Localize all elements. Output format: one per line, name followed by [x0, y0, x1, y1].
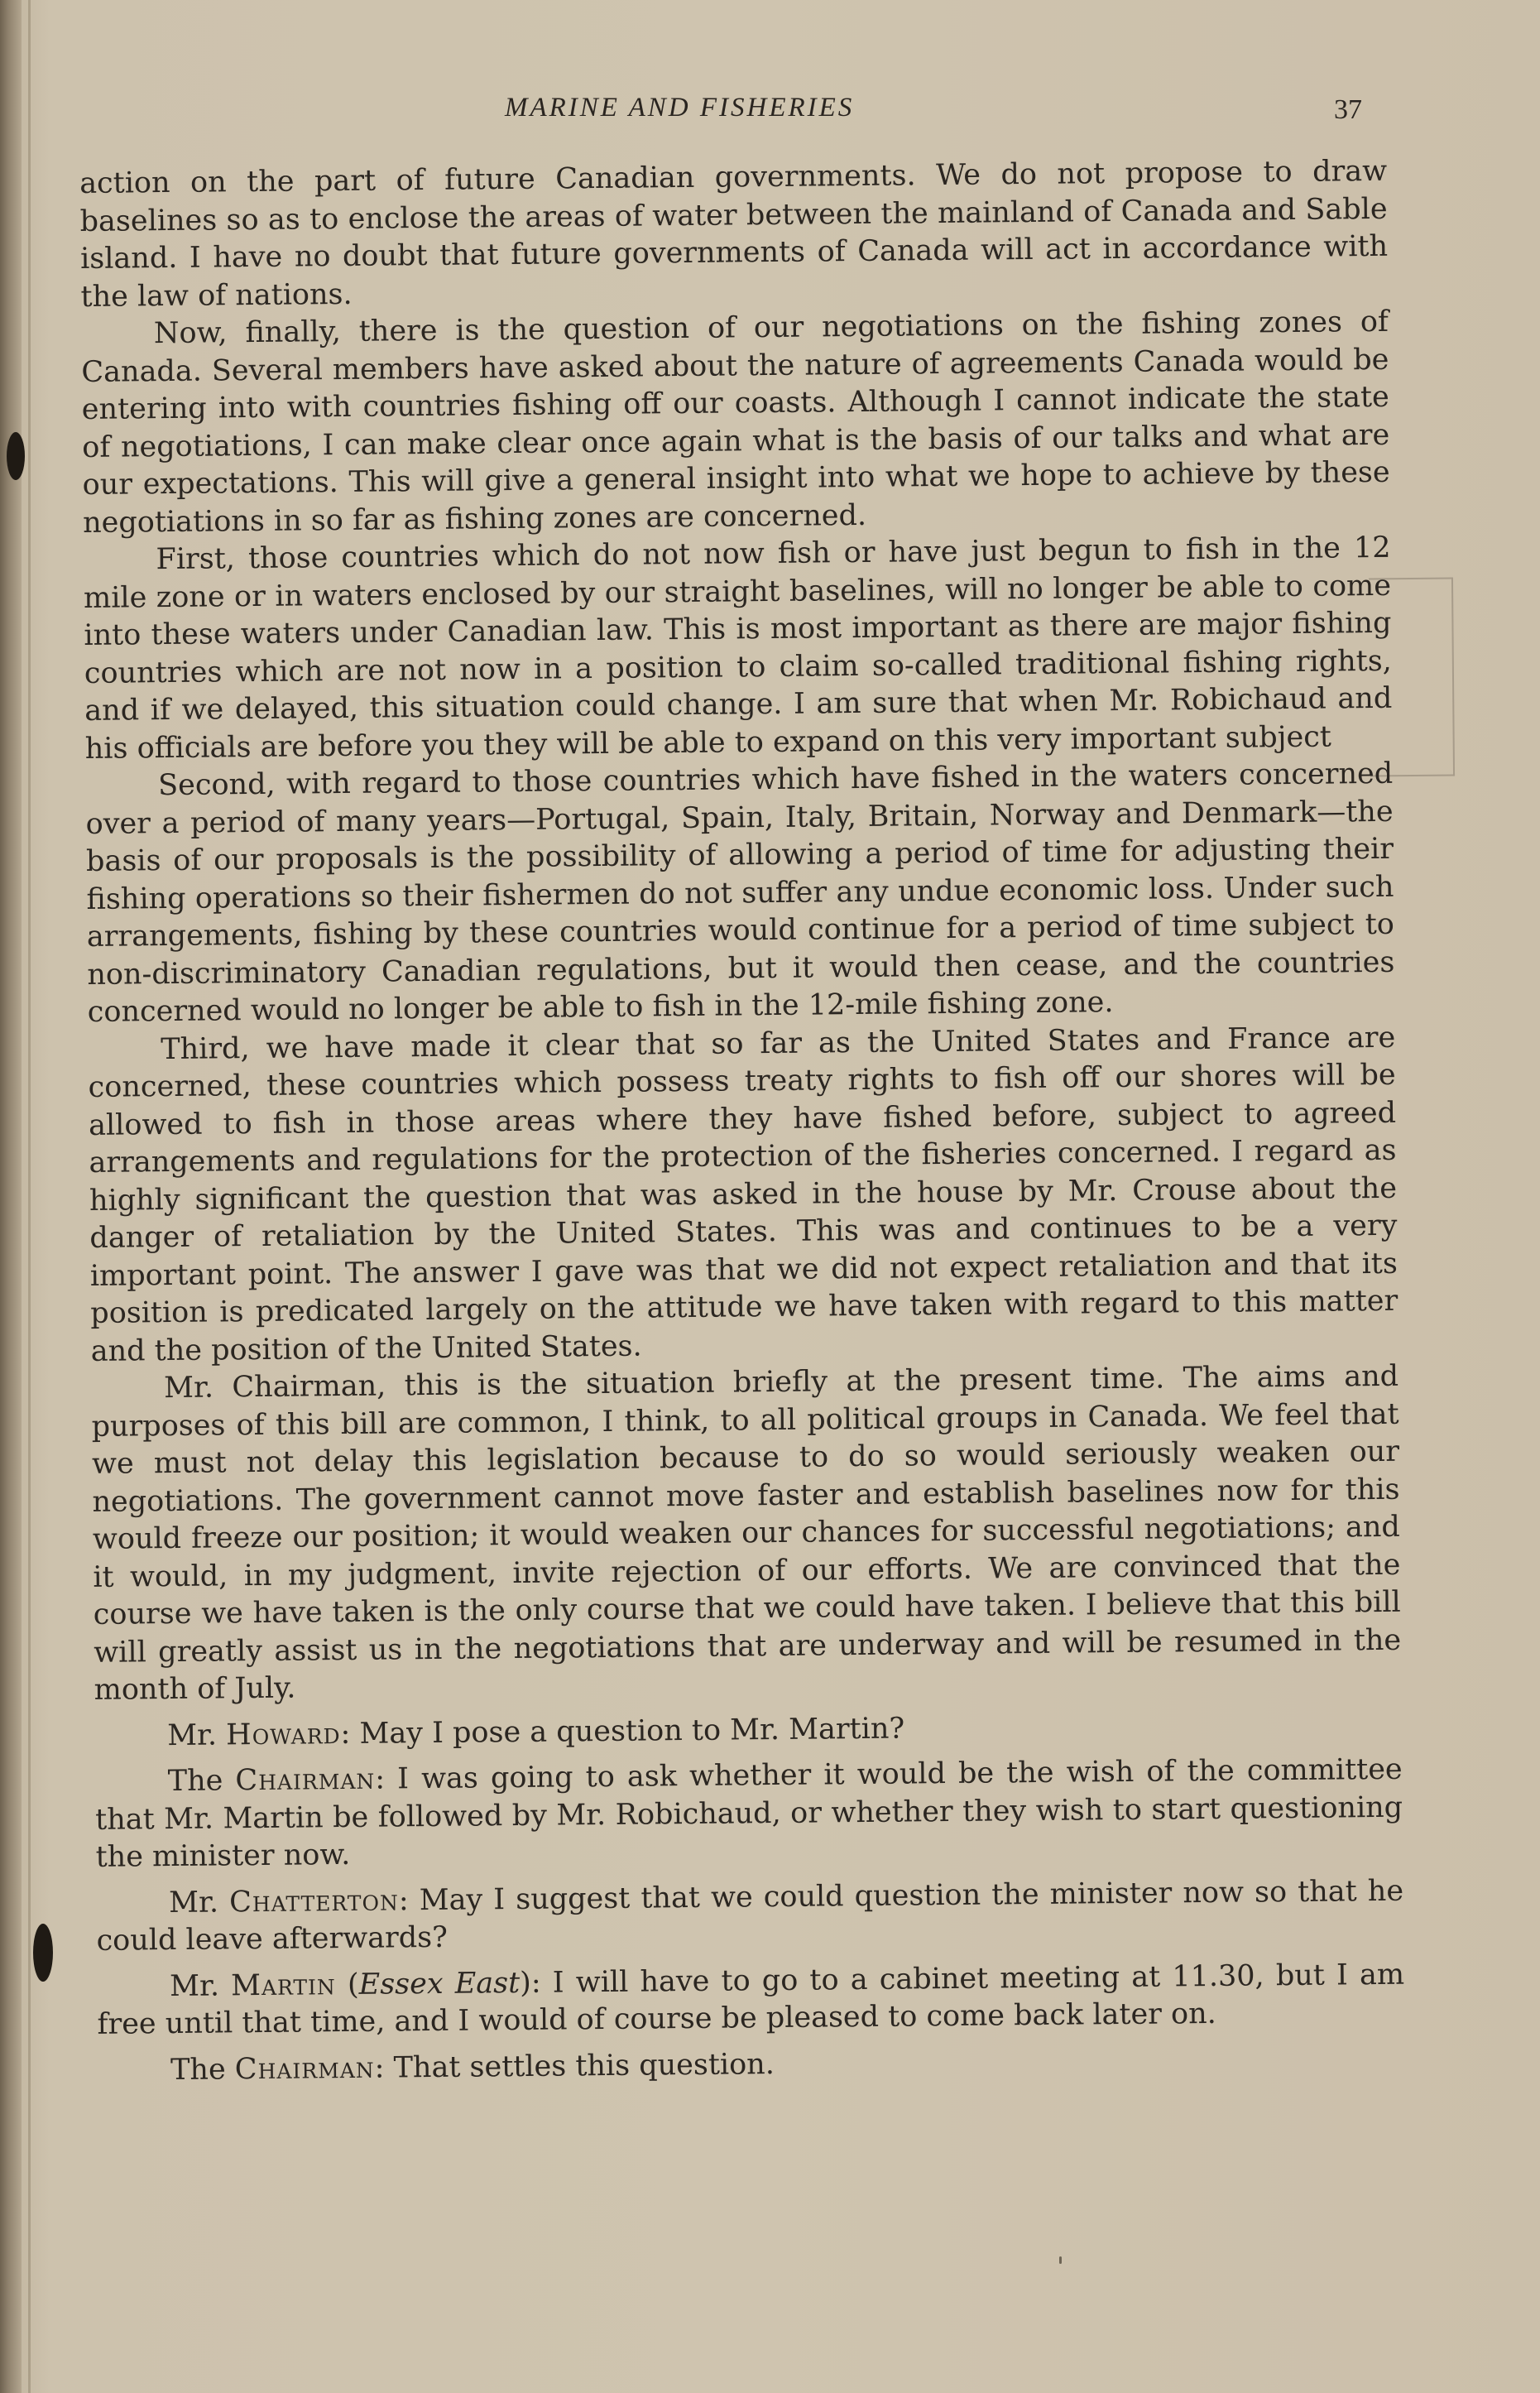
- speech-text: : May I suggest that we could question the minister now so that he could leave afterwards?: [96, 1874, 1404, 1958]
- speech-text: : That settles this question.: [374, 2047, 775, 2085]
- speaker-name: Chairman: [234, 2051, 375, 2086]
- speech-text: : I was going to ask whether it would be the wish of the committee that Mr. Martin be followed by Mr. Robichaud, or whether they wish to start questioning the minister now.: [94, 1752, 1403, 1874]
- paragraph: First, those countries which do not now fish or have just begun to fish in the 12 mile zone or in waters enclosed by our straight baselines, will no longer be able to come into these waters under Canadian law. This is most important as there are major fishing countries which are not now in a position to claim so-called traditional fishing rights, and if we delayed, this situation could change. I am sure that when Mr. Robichaud and his officials are before you they will be able to expand on this very important subject: [83, 531, 1393, 766]
- speech-text: : May I pose a question to Mr. Martin?: [340, 1712, 905, 1751]
- speaker-prefix: Mr.: [167, 1718, 227, 1752]
- speaker-name: Martin: [230, 1968, 337, 2002]
- speaker-name: Howard: [225, 1717, 341, 1752]
- speaker-name: Chatterton: [228, 1883, 400, 1919]
- speaker-prefix: Mr.: [169, 1968, 232, 2003]
- body-text: [79, 153, 1405, 2090]
- dialogue-martin: Mr. Martin (Essex East): I will have to go to a cabinet meeting at 11.30, but I am free until that time, and I would of course be pleased to come back later on.: [97, 1958, 1405, 2041]
- gutter-line: [28, 0, 31, 2393]
- binding-hole-top: [7, 432, 25, 480]
- paragraph: Third, we have made it clear that so far as the United States and France are concerned, these countries which possess treaty rights to fish off our shores will be allowed to fish in those areas where they have fished before, subject to agreed arrangements and regulations for the protection of the fisheries concerned. I regard as highly significant the question that was asked in the house by Mr. Crouse about the danger of retaliation by the United States. This was and continues to be a very important point. The answer I gave was that we did not expect retaliation and that its position is predicated largely on the attitude we have taken with regard to this matter and the position of the United States.: [88, 1021, 1398, 1368]
- paragraph: Second, with regard to those countries which have fished in the waters concerned over a period of many years—Portugal, Spain, Italy, Britain, Norway and Denmark—the basis of our proposals is the possibility of allowing a period of time for adjusting their fishing operations so their fishermen do not suffer any undue economic loss. Under such arrangements, fishing by these countries would continue for a period of time subject to non-discriminatory Canadian regulations, but it would then cease, and the countries concerned would no longer be able to fish in the 12-mile fishing zone.: [85, 757, 1395, 1029]
- page-number: 37: [1334, 94, 1362, 125]
- book-binding: [0, 0, 22, 2393]
- speaker-prefix: The: [170, 2052, 236, 2087]
- binding-hole-bottom: [33, 1924, 53, 1982]
- dialogue-chairman: [98, 2040, 1405, 2090]
- speaker-name: Chairman: [235, 1762, 376, 1798]
- speech-text: : I will have to go to a cabinet meeting at 11.30, but I am free until that time, and I would of course be pleased to come back later on.: [97, 1958, 1405, 2041]
- dialogue-chatterton: [96, 1872, 1404, 1960]
- dialogue-chairman: [95, 1752, 1403, 1877]
- paragraph: Mr. Chairman, this is the situation briefly at the present time. The aims and purposes of this bill are common, I think, to all political groups in Canada. We feel that we must not delay this legislation because to do so would seriously weaken our negotiations. The government cannot move faster and establish baselines now for this would freeze our position; it would weaken our chances for successful negotiations; and it would, in my judgment, invite rejection of our efforts. We are convinced that the course we have taken is the only course that we could have taken. I believe that this bill will greatly assist us in the negotiations that are underway and will be resumed in the month of July.: [91, 1359, 1402, 1707]
- dialogue-howard: [94, 1705, 1402, 1756]
- paragraph: Now, finally, there is the question of our negotiations on the fishing zones of Canada. Several members have asked about the nature of agreements Canada would be entering into with countries fishing off our coasts. Although I cannot indicate the state of negotiations, I can make clear once again what is the basis of our talks and what are our expectations. This will give a general insight into what we hope to achieve by these negotiations in so far as fishing zones are concerned.: [81, 305, 1390, 540]
- paper-speck: [1059, 2256, 1062, 2264]
- paragraph: action on the part of future Canadian governments. We do not propose to draw baselines so as to enclose the areas of water between the mainland of Canada and Sable island. I have no doubt that future governments of Canada will act in accordance with the law of nations.: [79, 154, 1389, 314]
- speaker-riding: Essex East: [358, 1966, 521, 2001]
- speaker-prefix: The: [167, 1764, 236, 1799]
- running-head: [0, 93, 1540, 134]
- speaker-prefix: Mr.: [168, 1885, 230, 1920]
- running-title: MARINE AND FISHERIES: [505, 93, 855, 123]
